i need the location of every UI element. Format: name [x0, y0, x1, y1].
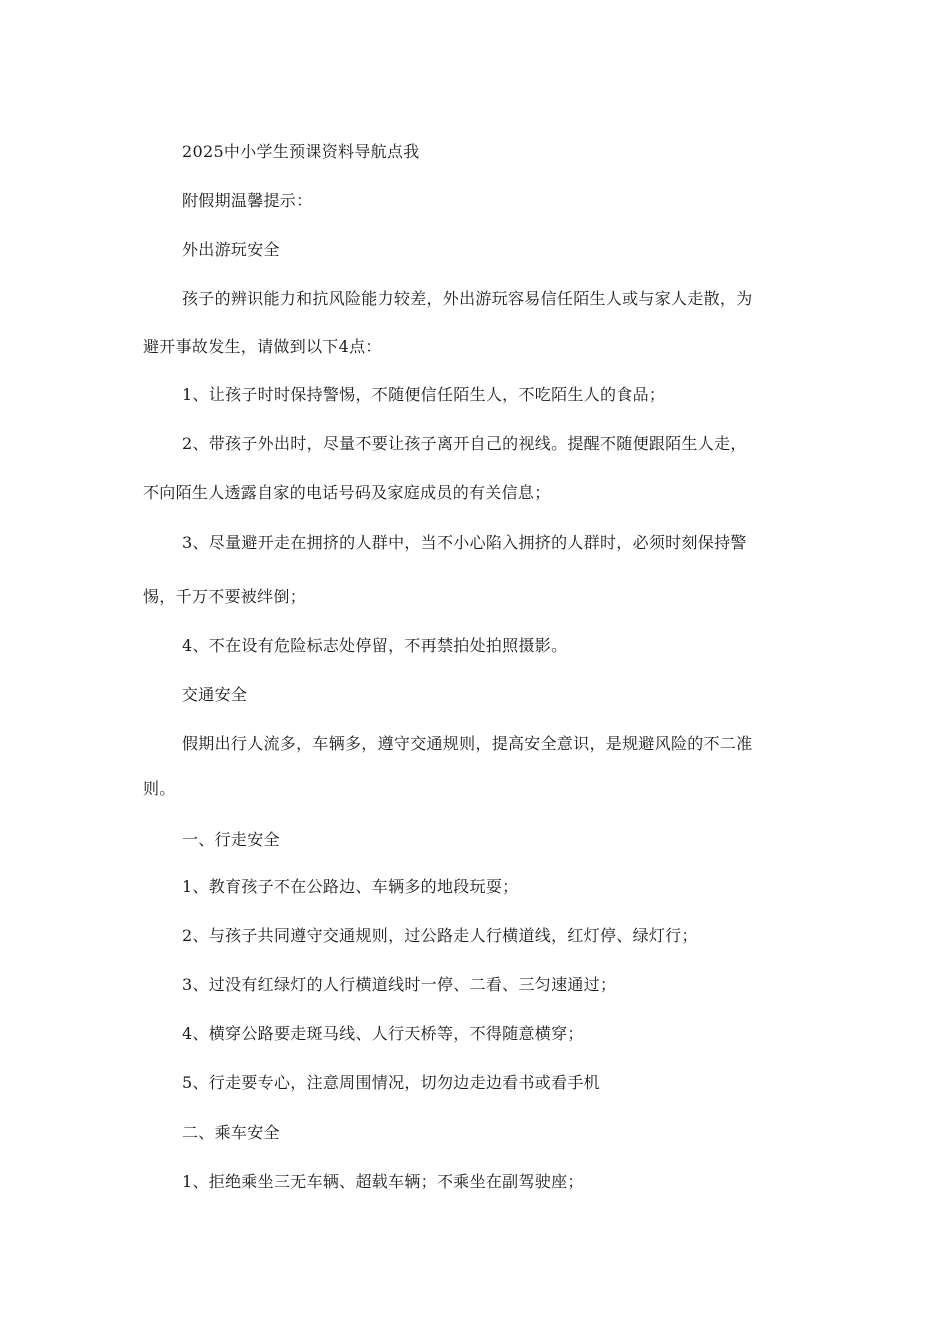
- nav-link-line[interactable]: 2025中小学生预课资料导航点我: [182, 142, 420, 161]
- subsection-heading-walking: 一、行走安全: [182, 830, 280, 849]
- subsection-heading-riding: 二、乘车安全: [182, 1123, 280, 1142]
- list-item: 2、带孩子外出时，尽量不要让孩子离开自己的视线。提醒不随便跟陌生人走，: [182, 434, 747, 453]
- paragraph-line: 孩子的辨识能力和抗风险能力较差，外出游玩容易信任陌生人或与家人走散，为: [182, 289, 753, 308]
- list-item-continuation: 不向陌生人透露自家的电话号码及家庭成员的有关信息；: [143, 483, 551, 502]
- list-item: 1、教育孩子不在公路边、车辆多的地段玩耍；: [182, 877, 519, 896]
- paragraph-line: 假期出行人流多，车辆多，遵守交通规则，提高安全意识，是规避风险的不二准: [182, 734, 753, 753]
- list-item: 3、过没有红绿灯的人行横道线时一停、二看、三匀速通过；: [182, 975, 617, 994]
- list-item: 3、尽量避开走在拥挤的人群中，当不小心陷入拥挤的人群时，必须时刻保持警: [182, 533, 747, 552]
- list-item: 5、行走要专心，注意周围情况，切勿边走边看书或看手机: [182, 1073, 600, 1092]
- list-item: 2、与孩子共同遵守交通规则，过公路走人行横道线，红灯停、绿灯行；: [182, 926, 698, 945]
- list-item: 4、不在设有危险标志处停留，不再禁拍处拍照摄影。: [182, 636, 568, 655]
- list-item: 1、让孩子时时保持警惕，不随便信任陌生人，不吃陌生人的食品；: [182, 385, 666, 404]
- section-heading-outing: 外出游玩安全: [182, 240, 280, 259]
- list-item: 4、横穿公路要走斑马线、人行天桥等，不得随意横穿；: [182, 1024, 584, 1043]
- section-heading-traffic: 交通安全: [182, 685, 248, 704]
- paragraph-line: 则。: [143, 779, 176, 798]
- list-item-continuation: 惕，千万不要被绊倒；: [143, 587, 307, 606]
- notice-heading: 附假期温馨提示：: [182, 191, 313, 210]
- paragraph-line: 避开事故发生，请做到以下4点：: [143, 337, 382, 356]
- list-item: 1、拒绝乘坐三无车辆、超载车辆；不乘坐在副驾驶座；: [182, 1172, 584, 1191]
